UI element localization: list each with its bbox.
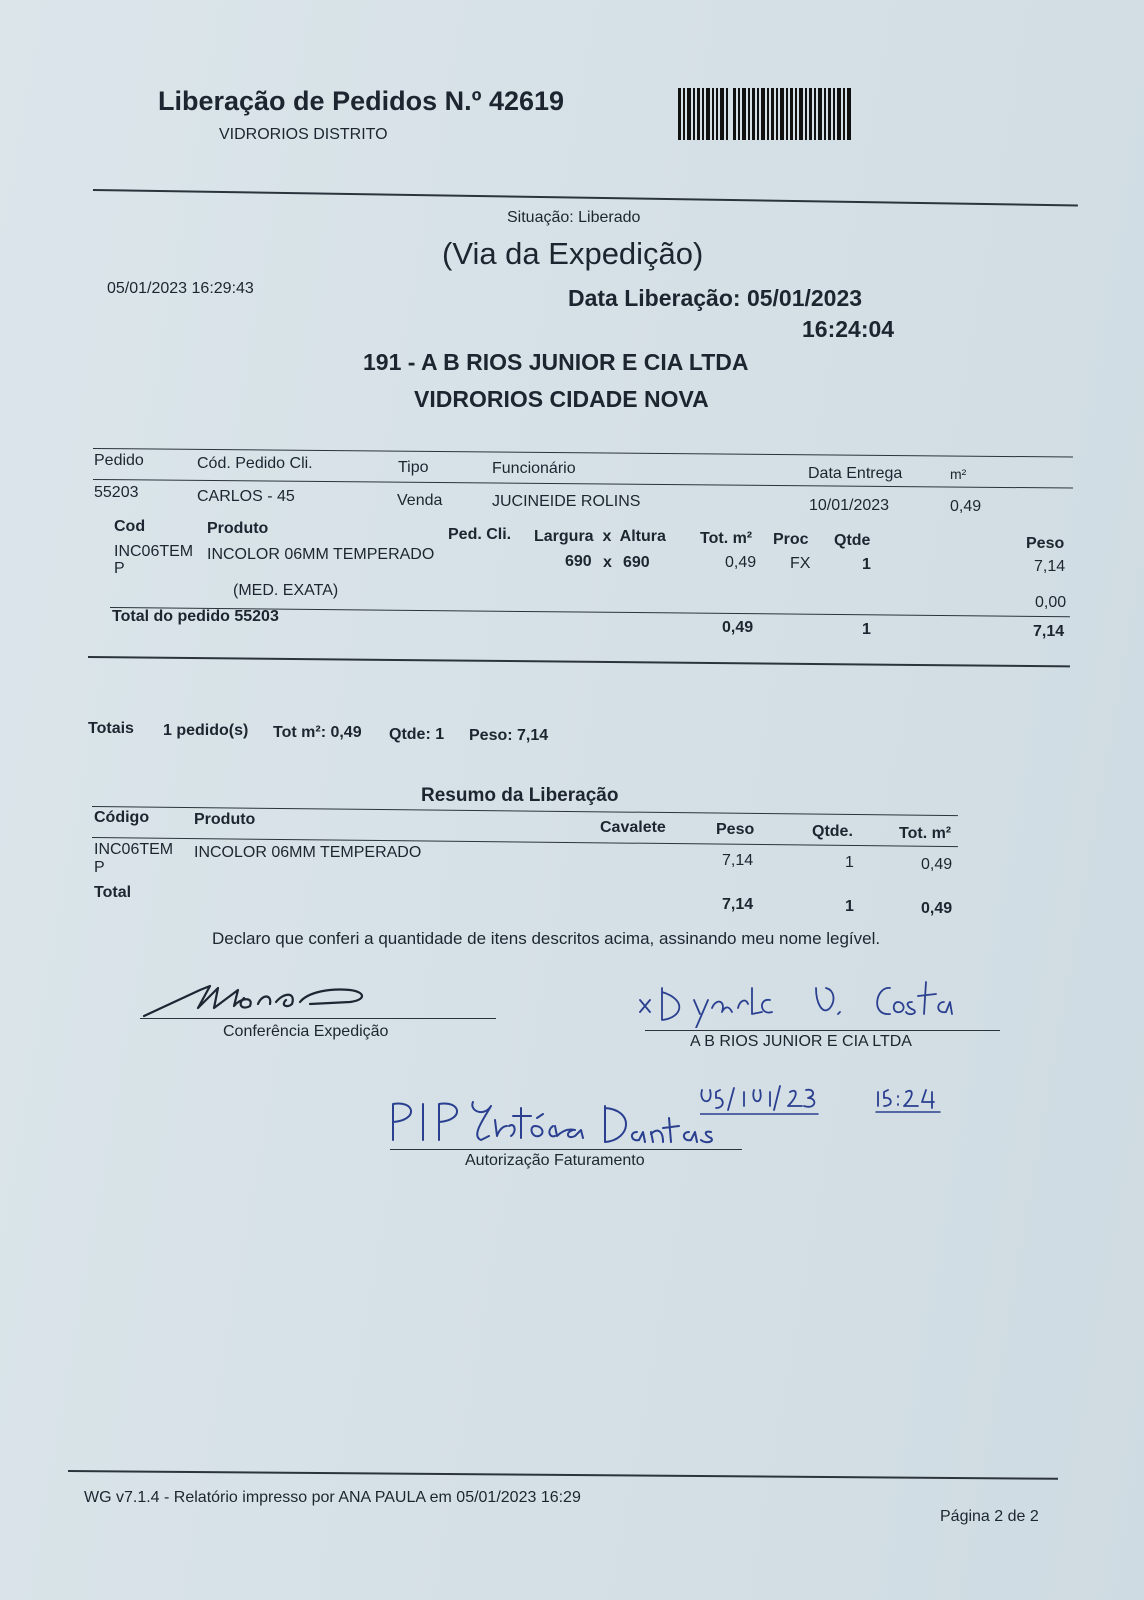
col-header-m2: m² <box>950 466 967 482</box>
item-produto: INCOLOR 06MM TEMPERADO <box>207 546 435 563</box>
totals-m2: Tot m²: 0,49 <box>273 724 362 741</box>
item-peso: 7,14 <box>1034 558 1066 575</box>
order-total-label: Total do pedido 55203 <box>112 608 279 625</box>
signature-marcio <box>140 980 390 1020</box>
summary-tot-m2: 0,49 <box>921 856 953 873</box>
barcode <box>678 88 853 140</box>
col-header-tipo: Tipo <box>398 459 429 476</box>
item-header-cod: Cod <box>114 518 146 535</box>
footer-rule <box>68 1470 1058 1480</box>
divider <box>93 189 1078 206</box>
totals-pedidos: 1 pedido(s) <box>163 722 249 739</box>
company-name: VIDRORIOS DISTRITO <box>219 126 388 143</box>
item-header-peso: Peso <box>1026 535 1065 552</box>
signature-vitoria-dantas <box>385 1096 785 1156</box>
item-header-produto: Produto <box>207 520 269 537</box>
order-total-peso: 7,14 <box>1033 623 1065 640</box>
summary-total-peso: 7,14 <box>722 896 754 913</box>
order-funcionario: JUCINEIDE ROLINS <box>492 493 641 510</box>
summary-codigo-cont: P <box>94 859 105 876</box>
order-cod-pedido-cli: CARLOS - 45 <box>197 488 295 505</box>
summary-title: Resumo da Liberação <box>421 785 619 806</box>
summary-codigo: INC06TEM <box>94 841 174 858</box>
item-note-peso: 0,00 <box>1035 594 1067 611</box>
footer-printed-by: WG v7.1.4 - Relatório impresso por ANA PAULA em 05/01/2023 16:29 <box>84 1489 581 1506</box>
summary-header-cavalete: Cavalete <box>600 819 666 836</box>
liberation-date: Data Liberação: 05/01/2023 <box>568 285 863 311</box>
signature-line-right <box>645 1030 1000 1031</box>
client-name: 191 - A B RIOS JUNIOR E CIA LTDA <box>363 349 749 375</box>
item-header-proc: Proc <box>773 531 809 548</box>
signature-dyarlo-costa <box>638 978 988 1028</box>
item-cod-cont: P <box>114 560 125 577</box>
summary-peso: 7,14 <box>722 852 754 869</box>
item-x: x <box>603 554 612 571</box>
item-header-largura-altura: Largura x Altura <box>534 528 666 545</box>
col-header-funcionario: Funcionário <box>492 460 576 477</box>
status-text: Situação: Liberado <box>507 209 641 226</box>
liberation-time: 16:24:04 <box>802 316 895 342</box>
printed-datetime: 05/01/2023 16:29:43 <box>107 280 254 297</box>
summary-header-produto: Produto <box>194 811 256 828</box>
summary-total-tot-m2: 0,49 <box>921 900 953 917</box>
item-tot-m2: 0,49 <box>725 554 757 571</box>
signature-label-right: A B RIOS JUNIOR E CIA LTDA <box>690 1033 912 1050</box>
order-tipo: Venda <box>397 492 443 509</box>
signature-line-left <box>140 1018 496 1019</box>
signature-label-left: Conferência Expedição <box>223 1023 389 1040</box>
order-data-entrega: 10/01/2023 <box>809 497 890 514</box>
item-cod: INC06TEM <box>114 543 194 560</box>
summary-header-peso: Peso <box>716 821 755 838</box>
totals-qtde: Qtde: 1 <box>389 726 445 743</box>
item-altura: 690 <box>623 554 650 571</box>
col-header-data-entrega: Data Entrega <box>808 465 903 482</box>
order-total-m2: 0,49 <box>722 619 754 636</box>
item-header-tot-m2: Tot. m² <box>700 530 753 547</box>
col-header-pedido: Pedido <box>94 452 144 469</box>
summary-produto: INCOLOR 06MM TEMPERADO <box>194 844 422 861</box>
item-proc: FX <box>790 555 811 572</box>
declaration-text: Declaro que conferi a quantidade de itens descritos acima, assinando meu nome legível. <box>212 929 881 948</box>
item-largura: 690 <box>565 553 592 570</box>
summary-total-qtde: 1 <box>845 898 854 915</box>
order-m2: 0,49 <box>950 498 982 515</box>
summary-header-qtde: Qtde. <box>812 823 853 840</box>
order-pedido: 55203 <box>94 484 139 501</box>
page-title: Liberação de Pedidos N.º 42619 <box>158 86 565 116</box>
footer-page-number: Página 2 de 2 <box>940 1508 1039 1525</box>
item-header-qtde: Qtde <box>834 532 871 549</box>
summary-total-label: Total <box>94 884 132 901</box>
totals-label: Totais <box>88 720 134 737</box>
summary-qtde: 1 <box>845 854 854 871</box>
divider <box>88 656 1070 667</box>
col-header-cod-pedido-cli: Cód. Pedido Cli. <box>197 455 313 472</box>
signature-label-auth: Autorização Faturamento <box>465 1152 645 1169</box>
item-qtde: 1 <box>862 556 871 573</box>
via-title: (Via da Expedição) <box>442 236 704 271</box>
totals-peso: Peso: 7,14 <box>469 727 549 744</box>
signature-line-auth <box>390 1149 742 1150</box>
item-note: (MED. EXATA) <box>233 582 339 599</box>
client-branch: VIDRORIOS CIDADE NOVA <box>414 386 709 412</box>
item-header-ped-cli: Ped. Cli. <box>448 526 512 543</box>
summary-header-tot-m2: Tot. m² <box>899 825 952 842</box>
order-total-qtde: 1 <box>862 621 871 638</box>
summary-header-codigo: Código <box>94 809 150 826</box>
